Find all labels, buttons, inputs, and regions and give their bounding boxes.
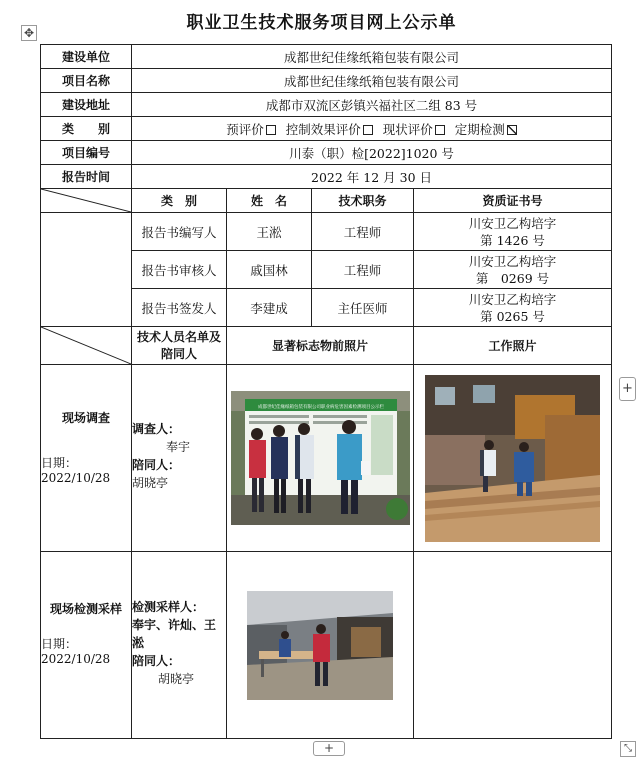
sign-photo[interactable] xyxy=(231,391,410,525)
category-option[interactable]: 预评价 xyxy=(226,120,276,138)
row-project-no xyxy=(41,141,612,165)
category-option[interactable]: 现状评价 xyxy=(383,120,445,138)
report-time-value: 2022 年 12 月 30 日 xyxy=(132,165,612,189)
companion-name: 胡晓亭 xyxy=(132,476,169,490)
category-label: 类 别 xyxy=(41,117,132,141)
staff-cert: 川安卫乙构培字 第 1426 号 xyxy=(414,213,612,251)
unit-value: 成都世纪佳缘纸箱包装有限公司 xyxy=(132,45,612,69)
staff-role: 报告书审核人 xyxy=(132,251,227,289)
disclosure-table xyxy=(40,44,612,739)
staff-cert: 川安卫乙构培字 第 0265 号 xyxy=(414,289,612,327)
category-option[interactable]: 定期检测 xyxy=(455,120,517,138)
staff-row xyxy=(41,213,612,251)
row-project-name xyxy=(41,69,612,93)
survey-date: 2022/10/28 xyxy=(41,471,111,485)
staff-cert: 川安卫乙构培字 第 0269 号 xyxy=(414,251,612,289)
unit-label: 建设单位 xyxy=(41,45,132,69)
sampler-label: 检测采样人： xyxy=(132,600,205,614)
investigator-name: 奉宇 xyxy=(166,440,191,454)
project-name-label: 项目名称 xyxy=(41,69,132,93)
add-column-button[interactable]: + xyxy=(619,377,636,401)
survey-people-cell xyxy=(132,365,227,552)
header-title: 技术职务 xyxy=(312,189,414,213)
sampling-photo[interactable] xyxy=(247,591,393,700)
address-label: 建设地址 xyxy=(41,93,132,117)
photos-header-row xyxy=(41,327,612,365)
move-icon[interactable]: ✥ xyxy=(21,25,37,41)
staff-list-header: 技术人员名单及陪同人 xyxy=(132,327,227,365)
header-category: 类 别 xyxy=(132,189,227,213)
survey-stage: 现场调查 xyxy=(61,411,110,425)
staff-role: 报告书签发人 xyxy=(132,289,227,327)
diagonal-cell xyxy=(41,189,132,213)
staff-name: 戚国林 xyxy=(227,251,312,289)
sampling-row xyxy=(41,552,612,739)
row-unit xyxy=(41,45,612,69)
staff-title: 工程师 xyxy=(312,251,414,289)
report-time-label: 报告时间 xyxy=(41,165,132,189)
investigator-label: 调查人： xyxy=(132,422,181,436)
resize-icon[interactable]: ⤡ xyxy=(620,741,636,757)
checkbox[interactable] xyxy=(363,125,373,135)
staff-role: 报告书编写人 xyxy=(132,213,227,251)
diagonal-cell xyxy=(41,327,132,365)
category-option[interactable]: 控制效果评价 xyxy=(286,120,373,138)
sampling-photo-cell xyxy=(227,552,414,739)
sampling-date: 2022/10/28 xyxy=(41,652,111,666)
companion-label: 陪同人： xyxy=(132,654,181,668)
add-row-button[interactable]: + xyxy=(313,741,345,756)
project-no-label: 项目编号 xyxy=(41,141,132,165)
sampling-stage: 现场检测采样 xyxy=(49,602,122,616)
survey-date-label: 日期： xyxy=(41,456,78,470)
row-report-time xyxy=(41,165,612,189)
sign-photo-header: 显著标志物前照片 xyxy=(227,327,414,365)
row-address xyxy=(41,93,612,117)
sampling-people-cell xyxy=(132,552,227,739)
survey-row xyxy=(41,365,612,552)
sampling-empty-cell xyxy=(414,552,612,739)
companion-name: 胡晓亭 xyxy=(158,672,195,686)
staff-name: 李建成 xyxy=(227,289,312,327)
row-category xyxy=(41,117,612,141)
staff-title: 工程师 xyxy=(312,213,414,251)
project-name-value: 成都世纪佳缘纸箱包装有限公司 xyxy=(132,69,612,93)
work-photo-cell xyxy=(414,365,612,552)
project-no-value: 川泰（职）检[2022]1020 号 xyxy=(132,141,612,165)
sign-photo-cell xyxy=(227,365,414,552)
header-name: 姓 名 xyxy=(227,189,312,213)
staff-name: 王淞 xyxy=(227,213,312,251)
checkbox[interactable] xyxy=(266,125,276,135)
companion-label: 陪同人： xyxy=(132,458,181,472)
header-cert: 资质证书号 xyxy=(414,189,612,213)
blank-cell xyxy=(41,213,132,327)
survey-stage-cell xyxy=(41,365,132,552)
sampling-stage-cell xyxy=(41,552,132,739)
checkbox[interactable] xyxy=(507,125,517,135)
sampler-names: 奉宇、许灿、王淞 xyxy=(132,618,217,650)
staff-title: 主任医师 xyxy=(312,289,414,327)
sampling-date-label: 日期： xyxy=(41,637,78,651)
sign-board-text: 成都世纪佳缘纸箱包装有限公司职业病危害因素检测项目公示栏 xyxy=(257,405,384,410)
address-value: 成都市双流区彭镇兴福社区二组 83 号 xyxy=(132,93,612,117)
work-photo-header: 工作照片 xyxy=(414,327,612,365)
staff-header-row xyxy=(41,189,612,213)
page-title: 职业卫生技术服务项目网上公示单 xyxy=(186,13,457,33)
work-photo[interactable] xyxy=(425,375,600,542)
checkbox[interactable] xyxy=(435,125,445,135)
category-options xyxy=(132,117,612,141)
